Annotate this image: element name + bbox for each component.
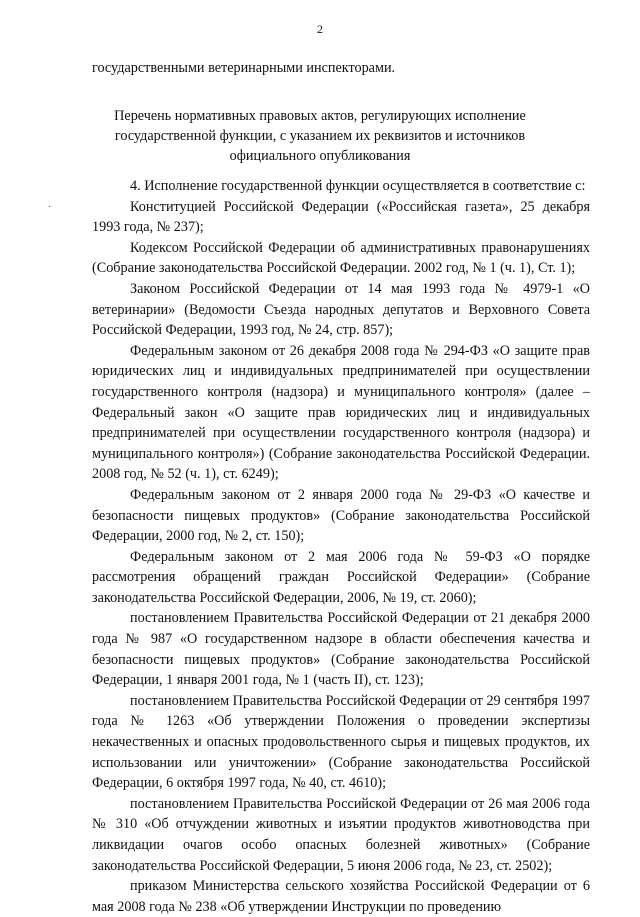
paragraph-administrative-code: Кодексом Российской Федерации об административных правонарушениях (Собрание законодательства Российской Федерации. 2002 год, № 1 (ч. 1), Ст. 1); [92,239,590,277]
paragraph-law-29-fz: Федеральным законом от 2 января 2000 года № 29-ФЗ «О качестве и безопасности пищевых продуктов» (Собрание законодательства Российской Федерации, 2000 год, № 2, ст. 150); [92,486,590,545]
continuation-line: государственными ветеринарными инспекторами. [92,60,396,76]
section-heading: Перечень нормативных правовых актов, регулирующих исполнение государственной функции, с указанием их реквизитов и источников официального опубликования [114,108,526,164]
paragraph-law-294-fz: Федеральным законом от 26 декабря 2008 года № 294-ФЗ «О защите прав юридических лиц и индивидуальных предпринимателей при осуществлении государственного контроля (надзора) и муниципального контроля» (далее – Федеральный закон «О защите прав юридических лиц и индивидуальных предпринимателей при осуществлении государственного контроля (надзора) и муниципального контроля») (Собрание законодательства Российской Федерации. 2008 год, № 52 (ч. 1), ст. 6249); [92,342,590,483]
paragraph-clause-4: 4. Исполнение государственной функции осуществляется в соответствие с: [130,178,586,194]
paragraph-constitution: Конституцией Российской Федерации («Российская газета», 25 декабря 1993 года, № 237); [92,198,590,236]
page-number: 2 [317,22,323,36]
paragraph-decree-987: постановлением Правительства Российской Федерации от 21 декабря 2000 года № 987 «О государственном надзоре в области обеспечения качества и безопасности пищевых продуктов» (Собрание законодательства Российской Федерации, 1 января 2001 года, № 1 (часть II), ст. 123); [92,610,590,689]
paragraph-decree-310: постановлением Правительства Российской Федерации от 26 мая 2006 года № 310 «Об отчуждении животных и изъятии продуктов животноводства при ликвидации очагов особо опасных болезней животных» (Собрание законодательства Российской Федерации, 5 июня 2006 года, № 23, ст. 2502); [92,795,590,874]
paragraph-order-238: приказом Министерства сельского хозяйства Российской Федерации от 6 мая 2008 года № 238 «Об утверждении Инструкции по проведению [92,878,590,915]
paragraph-law-veterinary: Законом Российской Федерации от 14 мая 1993 года № 4979-1 «О ветеринарии» (Ведомости Съезда народных депутатов и Верховного Совета Российской Федерации, 1993 год, № 24, стр. 857); [92,280,590,339]
document-body [92,176,590,917]
margin-mark: · [48,201,52,213]
paragraph-decree-1263: постановлением Правительства Российской Федерации от 29 сентября 1997 года № 1263 «Об утверждении Положения о проведении экспертизы некачественных и опасных продовольственного сырья и пищевых продуктов, их использовании или уничтожении» (Собрание законодательства Российской Федерации, 6 октября 1997 года, № 40, ст. 4610); [92,692,590,792]
paragraph-law-59-fz: Федеральным законом от 2 мая 2006 года № 59-ФЗ «О порядке рассмотрения обращений граждан Российской Федерации» (Собрание законодательства Российской Федерации, 2006, № 19, ст. 2060); [92,548,590,606]
